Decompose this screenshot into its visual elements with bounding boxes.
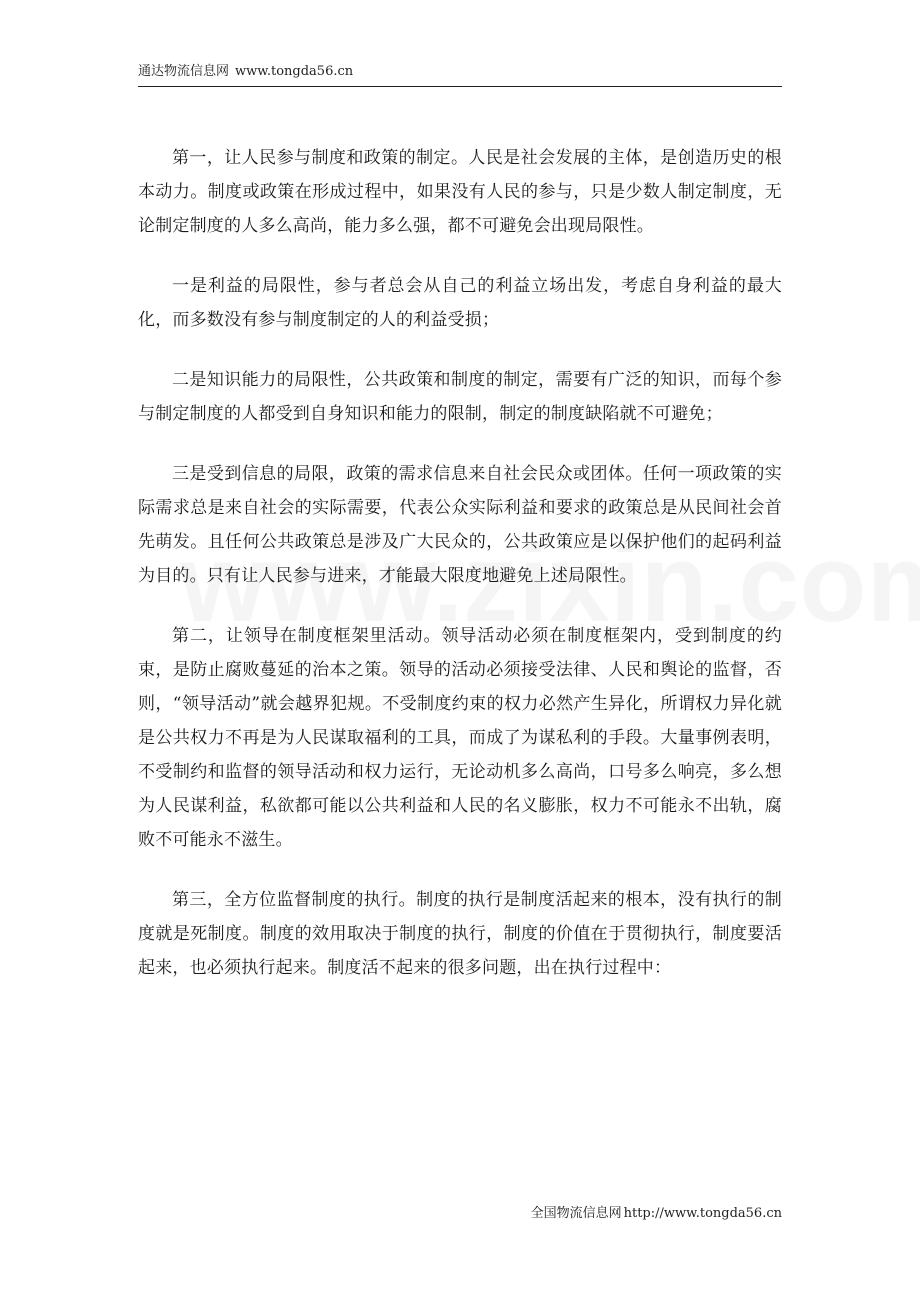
paragraph-second-point: 第二，让领导在制度框架里活动。领导活动必须在制度框架内，受到制度的约束，是防止腐败蔓延的治本之策。领导的活动必须接受法律、人民和舆论的监督，否则，“领导活动”就会越界犯规。不受制度约束的权力必然产生异化，所谓权力异化就是公共权力不再是为人民谋取福利的工具，而成了为谋私利的手段。大量事例表明，不受制约和监督的领导活动和权力运行，无论动机多么高尚，口号多么响亮，多么想为人民谋利益，私欲都可能以公共利益和人民的名义膨胀，权力不可能永不出轨，腐败不可能永不滋生。 (138, 626, 782, 850)
header-url: www.tongda56.cn (235, 64, 354, 79)
footer-url: http://www.tongda56.cn (623, 1206, 782, 1221)
page-header (138, 62, 782, 87)
paragraph-knowledge-limit: 二是知识能力的局限性，公共政策和制度的制定，需要有广泛的知识，而每个参与制定制度的人都受到自身知识和能力的限制，制定的制度缺陷就不可避免； (138, 370, 782, 424)
paragraph-interest-limit: 一是利益的局限性，参与者总会从自己的利益立场出发，考虑自身利益的最大化，而多数没有参与制度制定的人的利益受损； (138, 276, 782, 330)
paragraph-first-point: 第一，让人民参与制度和政策的制定。人民是社会发展的主体，是创造历史的根本动力。制度或政策在形成过程中，如果没有人民的参与，只是少数人制定制度，无论制定制度的人多么高尚，能力多么强，都不可避免会出现局限性。 (138, 148, 782, 236)
footer-site-name: 全国物流信息网 (530, 1206, 622, 1221)
paragraph-third-point: 第三，全方位监督制度的执行。制度的执行是制度活起来的根本，没有执行的制度就是死制度。制度的效用取决于制度的执行，制度的价值在于贯彻执行，制度要活起来，也必须执行起来。制度活不起来的很多问题，出在执行过程中： (138, 890, 782, 978)
document-body (138, 141, 782, 1011)
header-site-name: 通达物流信息网 (138, 64, 230, 79)
page-footer (531, 1205, 782, 1223)
paragraph-information-limit: 三是受到信息的局限，政策的需求信息来自社会民众或团体。任何一项政策的实际需求总是来自社会的实际需要，代表公众实际利益和要求的政策总是从民间社会首先萌发。且任何公共政策总是涉及广大民众的，公共政策应是以保护他们的起码利益为目的。只有让人民参与进来，才能最大限度地避免上述局限性。 (138, 464, 782, 586)
